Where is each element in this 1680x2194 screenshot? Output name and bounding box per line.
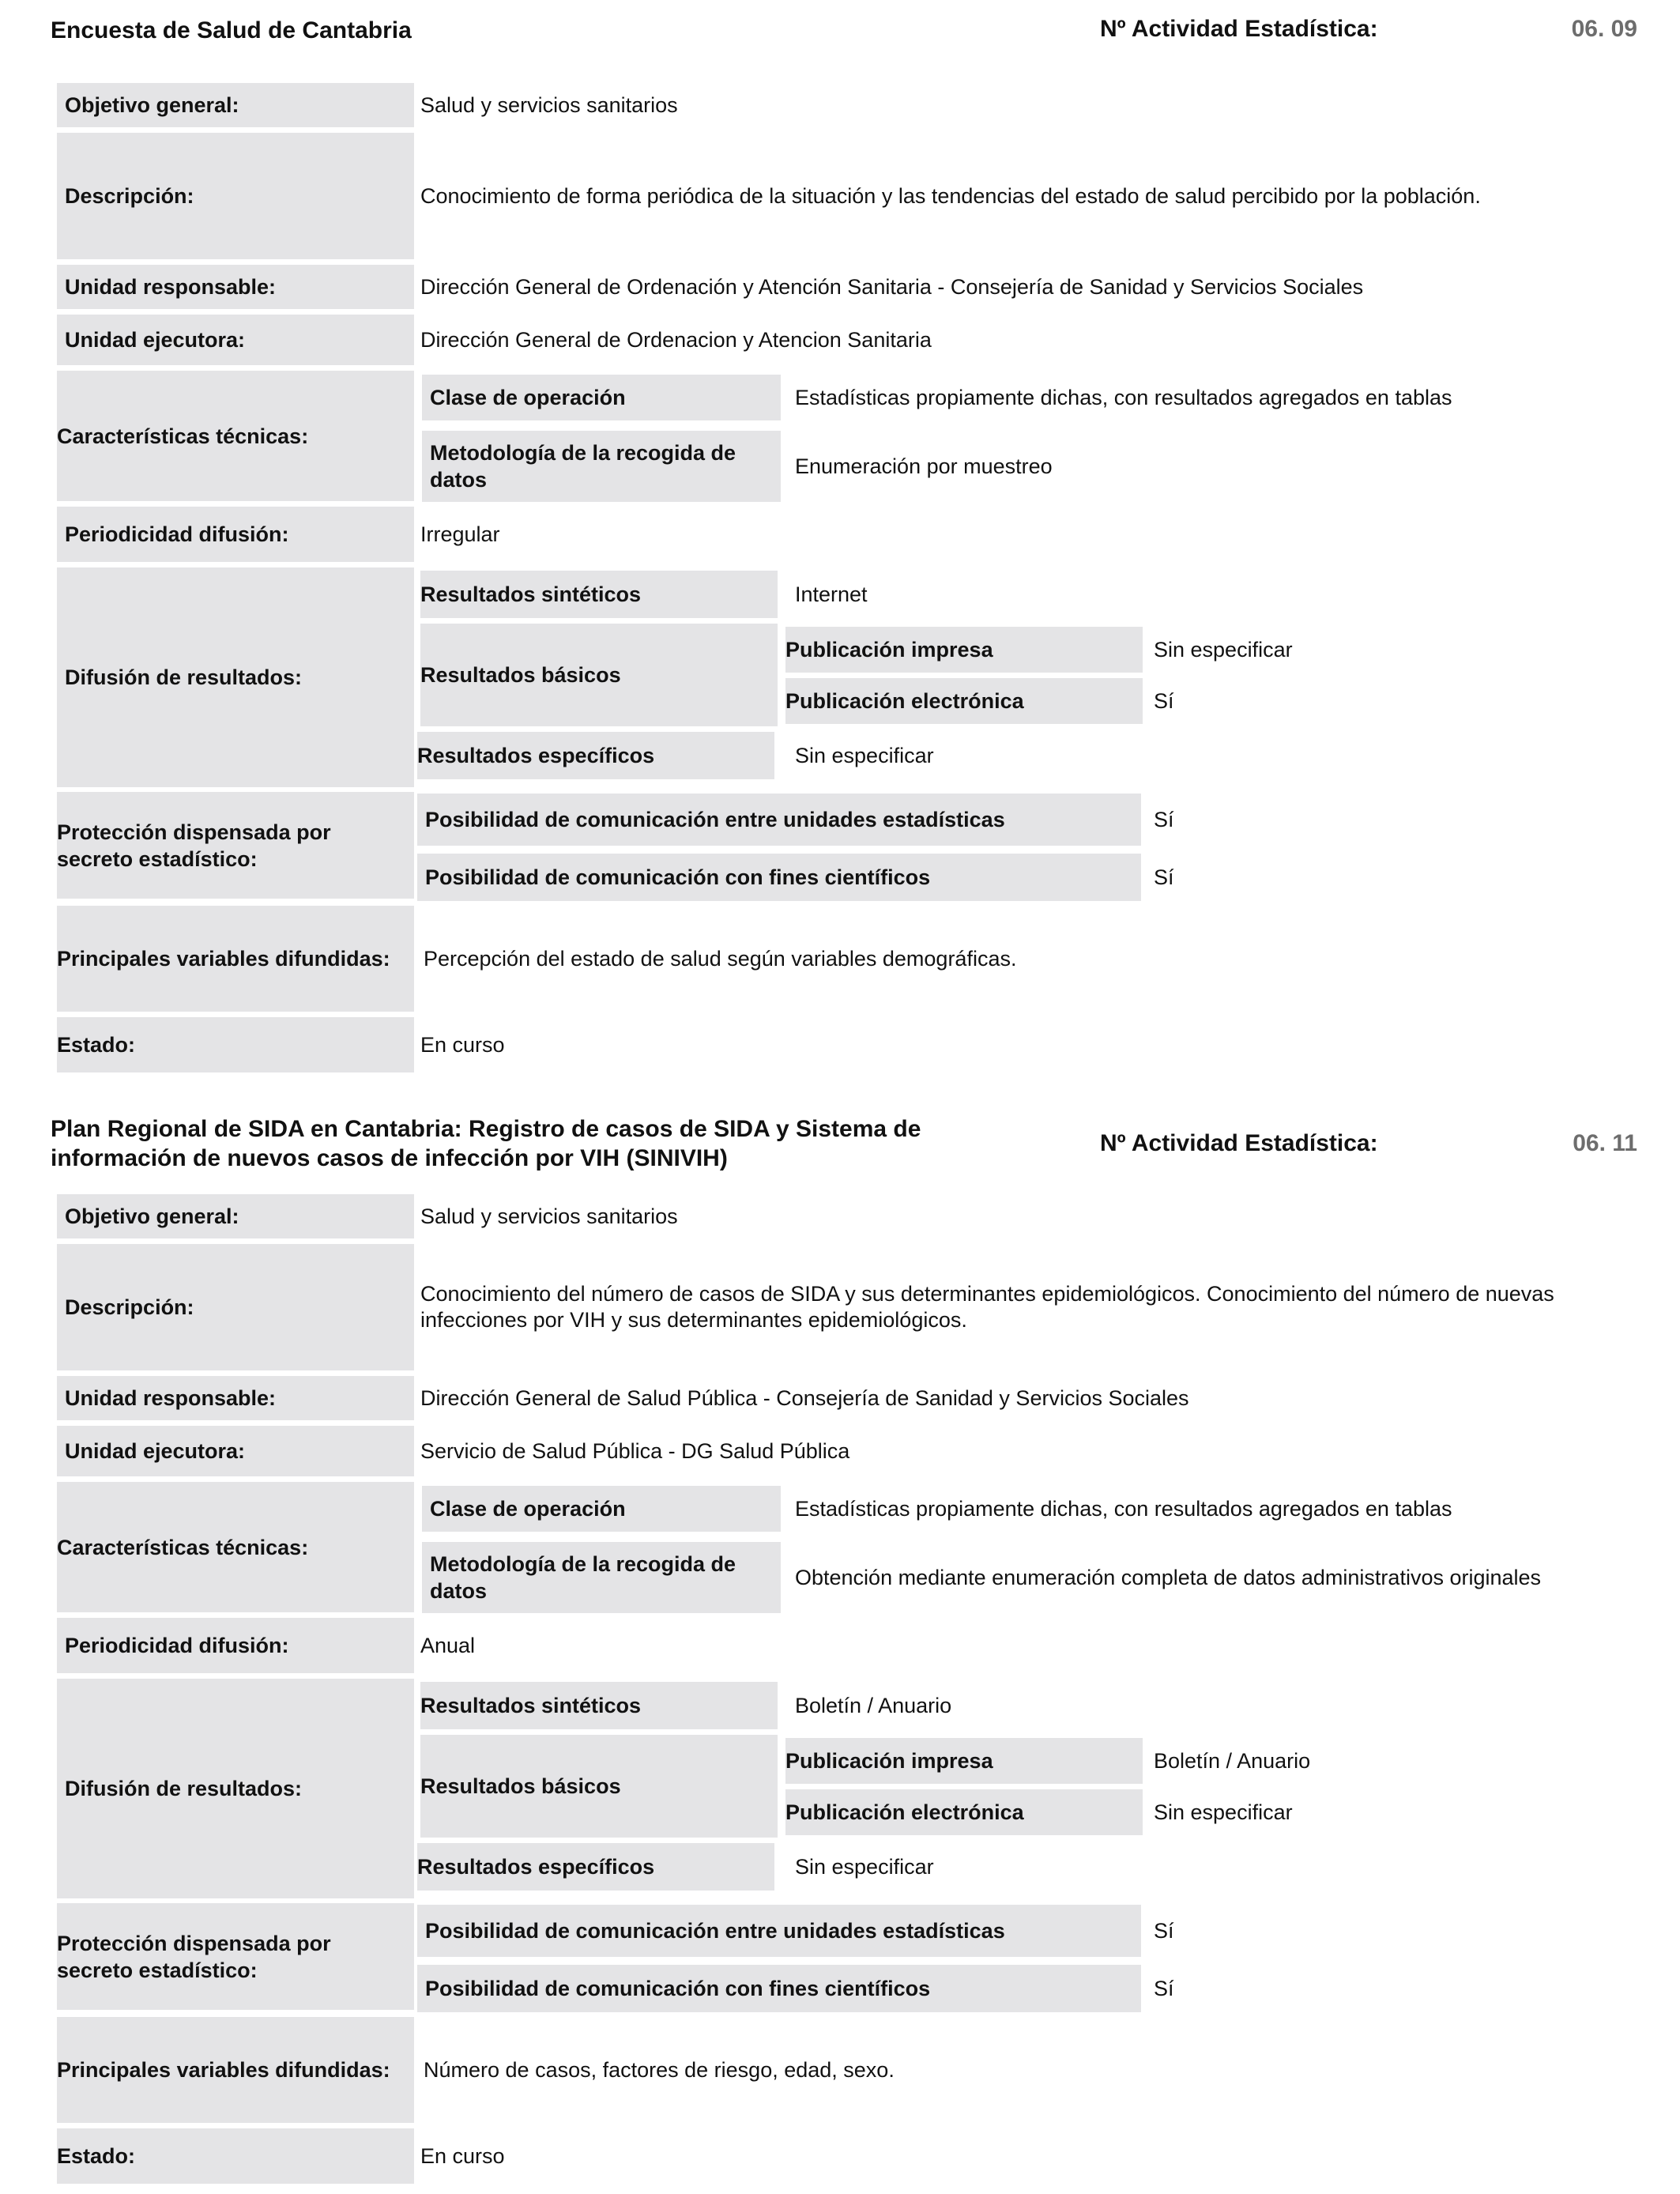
sinteticos-label: Resultados sintéticos bbox=[420, 1682, 778, 1729]
ejecutora-value: Servicio de Salud Pública - DG Salud Pública bbox=[420, 1438, 850, 1463]
impresa-value: Boletín / Anuario bbox=[1154, 1748, 1311, 1773]
descripcion-value: Conocimiento de forma periódica de la situación y las tendencias del estado de salud percibido por la población. bbox=[420, 183, 1481, 208]
com-unidades-label: Posibilidad de comunicación entre unidades estadísticas bbox=[417, 1905, 1141, 1957]
objetivo-value: Salud y servicios sanitarios bbox=[420, 1204, 678, 1228]
activity-number: 06. 11 bbox=[1573, 1130, 1637, 1156]
estado-value: En curso bbox=[420, 1032, 505, 1057]
caracteristicas-label: Características técnicas: bbox=[57, 371, 414, 501]
clase-value: Estadísticas propiamente dichas, con resultados agregados en tablas bbox=[795, 1496, 1452, 1521]
periodicidad-value: Anual bbox=[420, 1633, 476, 1657]
electronica-value: Sin especificar bbox=[1154, 1800, 1293, 1824]
ejecutora-label: Unidad ejecutora: bbox=[57, 315, 414, 365]
descripcion-label: Descripción: bbox=[57, 133, 414, 259]
estado-value: En curso bbox=[420, 2143, 505, 2168]
sinteticos-value: Boletín / Anuario bbox=[795, 1693, 952, 1717]
metodologia-value: Obtención mediante enumeración completa de datos administrativos originales bbox=[795, 1565, 1542, 1589]
entry-title: Plan Regional de SIDA en Cantabria: Registro de casos de SIDA y Sistema de información de nuevos casos de infección por VIH (SINIVIH) bbox=[51, 1116, 921, 1171]
responsable-label: Unidad responsable: bbox=[57, 265, 414, 309]
impresa-label: Publicación impresa bbox=[785, 627, 1143, 673]
variables-value: Percepción del estado de salud según variables demográficas. bbox=[424, 946, 1017, 971]
especificos-value: Sin especificar bbox=[795, 743, 934, 767]
descripcion-value: Conocimiento del número de casos de SIDA y sus determinantes epidemiológicos. Conocimiento del número de nuevas infecciones por VIH y sus determinantes epidemiológicos. bbox=[420, 1282, 1554, 1332]
proteccion-label: Protección dispensada por secreto estadístico: bbox=[57, 792, 414, 899]
entry-title: Encuesta de Salud de Cantabria bbox=[51, 17, 412, 43]
metodologia-label: Metodología de la recogida de datos bbox=[422, 431, 781, 502]
activity-number-label: Nº Actividad Estadística: bbox=[1100, 1130, 1378, 1156]
electronica-label: Publicación electrónica bbox=[785, 678, 1143, 724]
electronica-label: Publicación electrónica bbox=[785, 1789, 1143, 1835]
clase-label: Clase de operación bbox=[422, 375, 781, 420]
responsable-value: Dirección General de Ordenación y Atención Sanitaria - Consejería de Sanidad y Servicios Sociales bbox=[420, 274, 1364, 299]
basicos-label: Resultados básicos bbox=[420, 1735, 778, 1838]
variables-label: Principales variables difundidas: bbox=[57, 2017, 414, 2123]
impresa-label: Publicación impresa bbox=[785, 1738, 1143, 1784]
com-unidades-value: Sí bbox=[1154, 807, 1174, 831]
com-cientificos-value: Sí bbox=[1154, 865, 1174, 889]
com-cientificos-label: Posibilidad de comunicación con fines científicos bbox=[417, 854, 1141, 901]
periodicidad-label: Periodicidad difusión: bbox=[57, 1618, 414, 1673]
ejecutora-label: Unidad ejecutora: bbox=[57, 1426, 414, 1476]
periodicidad-label: Periodicidad difusión: bbox=[57, 507, 414, 562]
descripcion-label: Descripción: bbox=[57, 1244, 414, 1370]
especificos-label: Resultados específicos bbox=[417, 1843, 774, 1891]
caracteristicas-label: Características técnicas: bbox=[57, 1482, 414, 1612]
variables-label: Principales variables difundidas: bbox=[57, 906, 414, 1012]
basicos-label: Resultados básicos bbox=[420, 624, 778, 726]
com-cientificos-value: Sí bbox=[1154, 1976, 1174, 2000]
estado-label: Estado: bbox=[57, 2128, 414, 2184]
objetivo-value: Salud y servicios sanitarios bbox=[420, 92, 678, 117]
electronica-value: Sí bbox=[1154, 688, 1174, 713]
ejecutora-value: Dirección General de Ordenacion y Atencion Sanitaria bbox=[420, 327, 932, 352]
difusion-label: Difusión de resultados: bbox=[57, 1679, 414, 1898]
impresa-value: Sin especificar bbox=[1154, 637, 1293, 662]
sinteticos-label: Resultados sintéticos bbox=[420, 571, 778, 618]
metodologia-label: Metodología de la recogida de datos bbox=[422, 1542, 781, 1613]
activity-number: 06. 09 bbox=[1571, 16, 1637, 42]
difusion-label: Difusión de resultados: bbox=[57, 567, 414, 787]
periodicidad-value: Irregular bbox=[420, 522, 500, 546]
com-cientificos-label: Posibilidad de comunicación con fines científicos bbox=[417, 1965, 1141, 2012]
objetivo-label: Objetivo general: bbox=[57, 1194, 414, 1238]
responsable-label: Unidad responsable: bbox=[57, 1376, 414, 1420]
com-unidades-label: Posibilidad de comunicación entre unidades estadísticas bbox=[417, 794, 1141, 846]
sinteticos-value: Internet bbox=[795, 582, 868, 606]
clase-value: Estadísticas propiamente dichas, con resultados agregados en tablas bbox=[795, 385, 1452, 409]
objetivo-label: Objetivo general: bbox=[57, 83, 414, 127]
estado-label: Estado: bbox=[57, 1017, 414, 1072]
metodologia-value: Enumeración por muestreo bbox=[795, 454, 1053, 478]
especificos-label: Resultados específicos bbox=[417, 732, 774, 779]
responsable-value: Dirección General de Salud Pública - Consejería de Sanidad y Servicios Sociales bbox=[420, 1385, 1189, 1410]
activity-number-label: Nº Actividad Estadística: bbox=[1100, 16, 1378, 42]
variables-value: Número de casos, factores de riesgo, edad, sexo. bbox=[424, 2057, 895, 2082]
especificos-value: Sin especificar bbox=[795, 1854, 934, 1879]
com-unidades-value: Sí bbox=[1154, 1918, 1174, 1943]
proteccion-label: Protección dispensada por secreto estadístico: bbox=[57, 1903, 414, 2010]
clase-label: Clase de operación bbox=[422, 1486, 781, 1532]
